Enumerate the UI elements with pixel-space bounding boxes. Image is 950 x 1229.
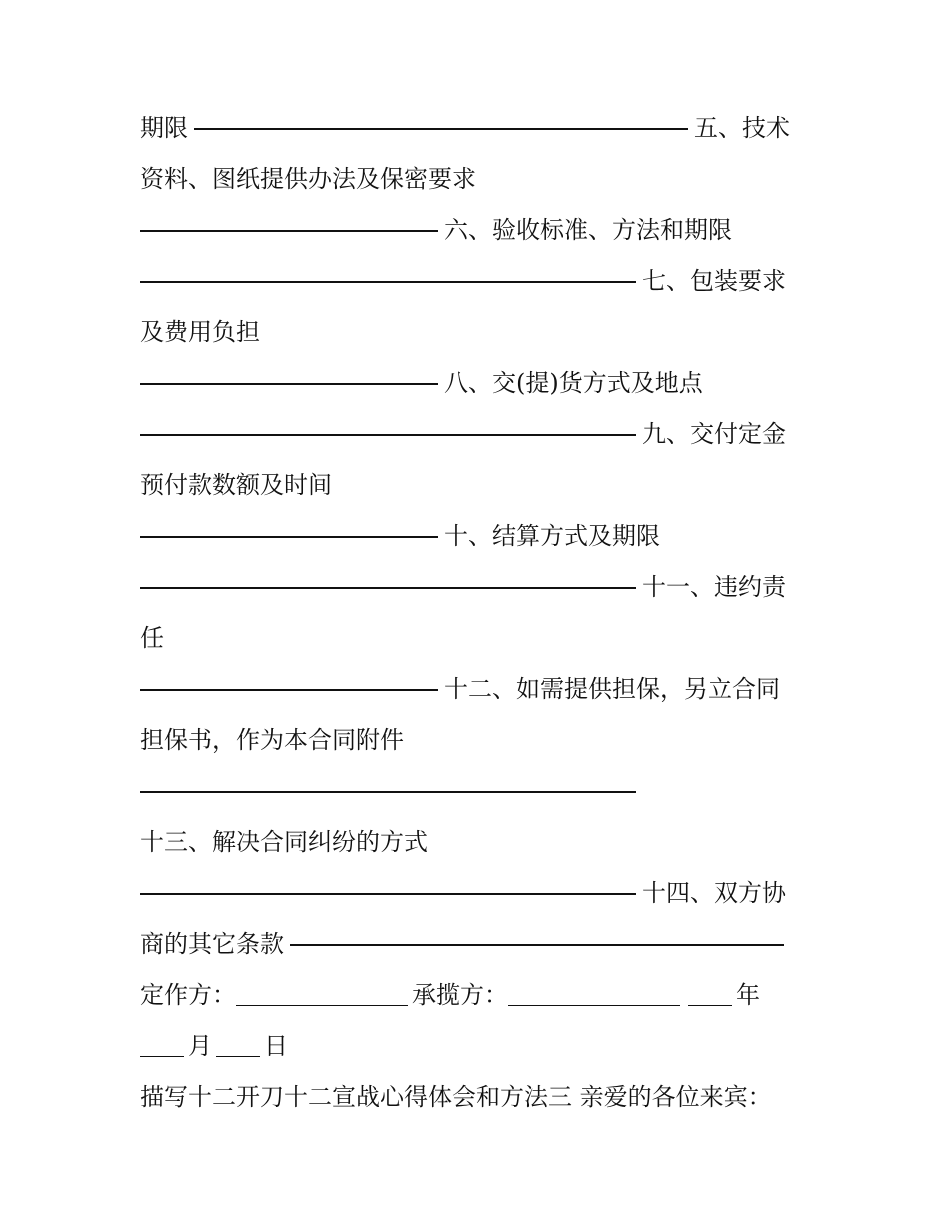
- clause-line: [140, 511, 800, 562]
- fill-line: [140, 536, 438, 538]
- customer-label: 定作方：: [140, 981, 236, 1009]
- clause-text: 商的其它条款: [140, 930, 284, 958]
- clause-text: 资料、图纸提供办法及保密要求: [140, 165, 476, 193]
- clause-text: 十三、解决合同纠纷的方式: [140, 828, 428, 856]
- fill-line: [140, 587, 636, 589]
- fill-line: [140, 383, 438, 385]
- fill-line: [194, 128, 688, 130]
- year-blank: [688, 1005, 732, 1006]
- fill-line: [140, 689, 438, 691]
- clause-text: 及费用负担: [140, 318, 260, 346]
- clause-line: [140, 817, 800, 868]
- signature-line: [140, 970, 800, 1021]
- day-label: 日: [264, 1032, 288, 1060]
- clause-line: [140, 103, 800, 154]
- clause-text: 八、交(提)货方式及地点: [444, 369, 703, 397]
- clause-line: [140, 868, 800, 919]
- day-blank: [216, 1056, 260, 1057]
- clause-text: 五、技术: [694, 114, 790, 142]
- clause-line: [140, 562, 800, 613]
- clause-text: 十四、双方协: [642, 879, 786, 907]
- clause-text: 七、包装要求: [642, 267, 786, 295]
- clause-text: 九、交付定金: [642, 420, 786, 448]
- date-line: [140, 1021, 800, 1072]
- clause-text: 描写十二开刀十二宣战心得体会和方法三 亲爱的各位来宾：: [140, 1083, 772, 1111]
- fill-line: [290, 944, 784, 946]
- clause-line: [140, 613, 800, 664]
- clause-text: 十一、违约责: [642, 573, 786, 601]
- clause-line: [140, 154, 800, 205]
- month-label: 月: [188, 1032, 212, 1060]
- contractor-signature-blank: [508, 1005, 680, 1006]
- fill-line: [140, 893, 636, 895]
- clause-line: [140, 409, 800, 460]
- fill-line: [140, 791, 636, 793]
- clause-line: [140, 307, 800, 358]
- year-label: 年: [736, 981, 760, 1009]
- clause-line: [140, 715, 800, 766]
- fill-line: [140, 434, 636, 436]
- clause-text: 六、验收标准、方法和期限: [444, 216, 732, 244]
- clause-line: [140, 1072, 800, 1123]
- clause-line: [140, 919, 800, 970]
- clause-line: [140, 256, 800, 307]
- clause-text: 担保书，作为本合同附件: [140, 726, 404, 754]
- clause-line: [140, 766, 800, 817]
- clause-line: [140, 358, 800, 409]
- fill-line: [140, 230, 438, 232]
- clause-text: 任: [140, 624, 164, 652]
- clause-line: [140, 664, 800, 715]
- fill-line: [140, 281, 636, 283]
- customer-signature-blank: [236, 1005, 408, 1006]
- clause-text: 十、结算方式及期限: [444, 522, 660, 550]
- month-blank: [140, 1056, 184, 1057]
- clause-text: 预付款数额及时间: [140, 471, 332, 499]
- contractor-label: 承揽方：: [412, 981, 508, 1009]
- clause-line: [140, 460, 800, 511]
- clause-line: [140, 205, 800, 256]
- clause-text: 期限: [140, 114, 188, 142]
- clause-text: 十二、如需提供担保，另立合同: [444, 675, 780, 703]
